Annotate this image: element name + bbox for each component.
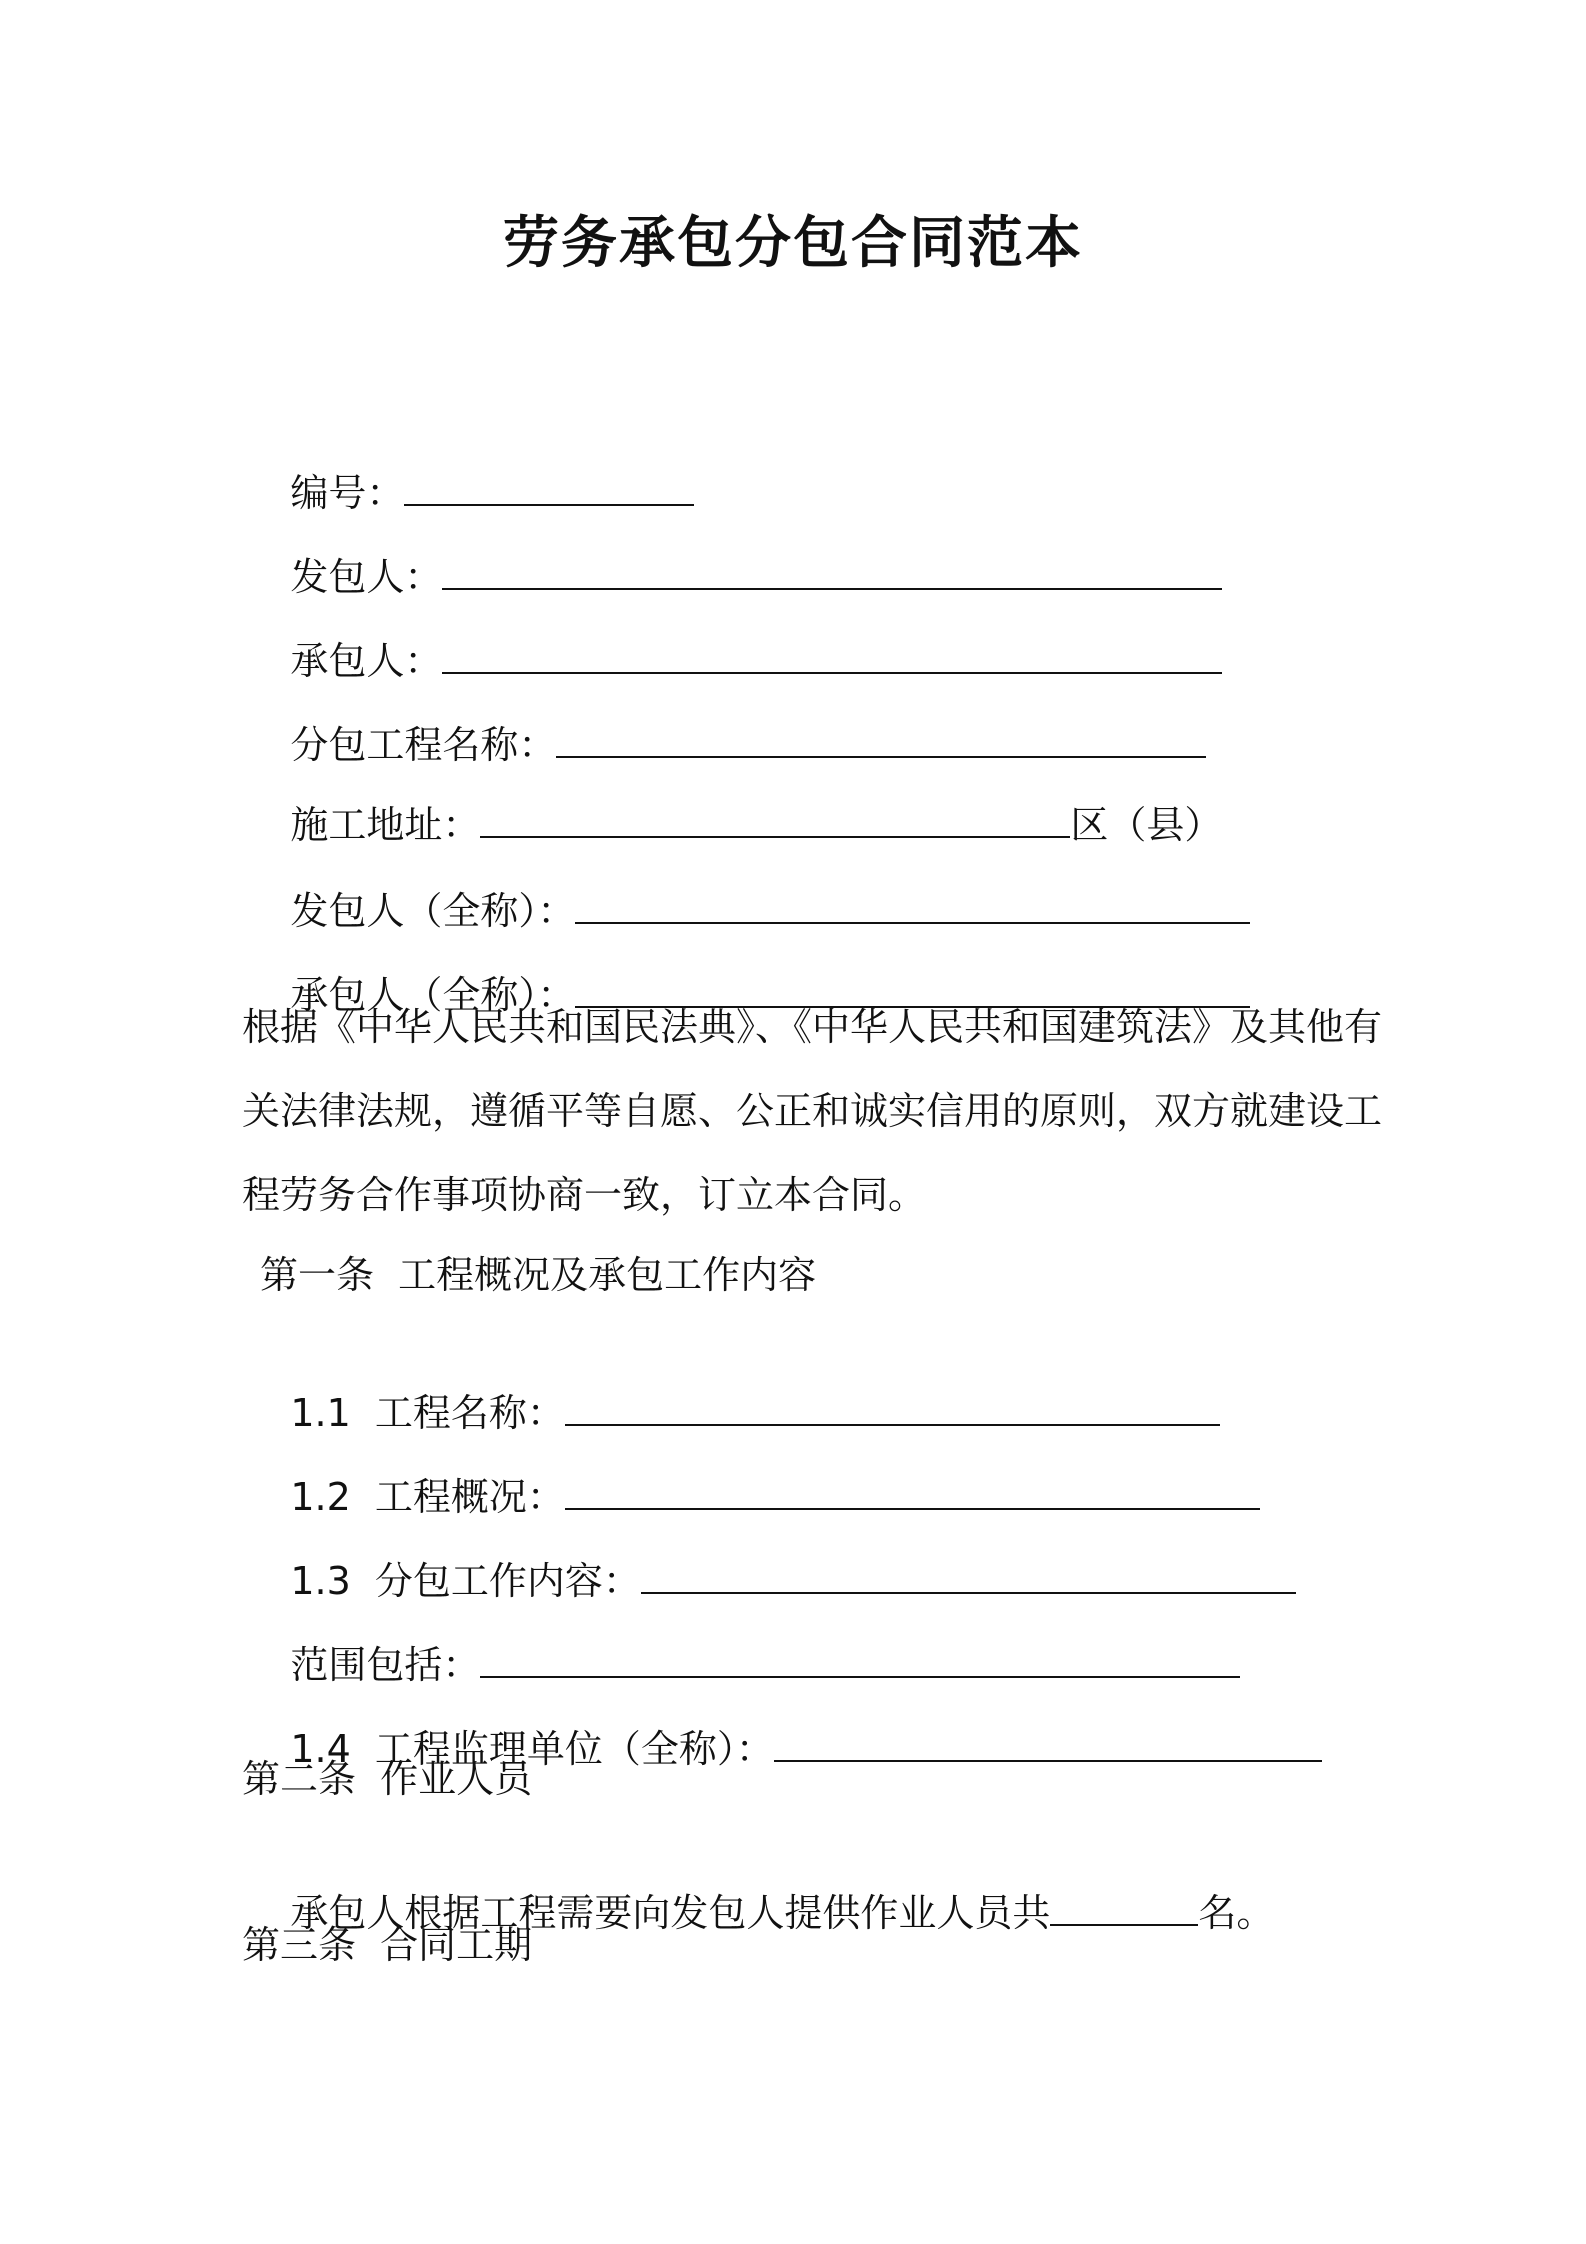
document-title: 劳务承包分包合同范本: [503, 211, 1083, 276]
item-1-1-label: 1.1 工程名称：: [290, 1391, 565, 1435]
item-1-4-label: 1.4 工程监理单位（全称）：: [290, 1727, 774, 1771]
preamble-line: 程劳务合作事项协商一致，订立本合同。: [242, 1173, 927, 1217]
scope-blank[interactable]: [480, 1644, 1240, 1678]
contractor-label: 承包人：: [290, 639, 443, 683]
preamble-line: 根据《中华人民共和国民法典》、《中华人民共和国建筑法》及其他有: [242, 1005, 1383, 1049]
site-address-label: 施工地址：: [290, 803, 481, 847]
article1-heading: 第一条 工程概况及承包工作内容: [260, 1253, 817, 1297]
item-1-2-blank[interactable]: [565, 1476, 1260, 1510]
item-1-1-blank[interactable]: [565, 1392, 1220, 1426]
contractor-blank[interactable]: [442, 640, 1222, 674]
item-1-2-label: 1.2 工程概况：: [290, 1475, 565, 1519]
number-blank[interactable]: [404, 472, 694, 506]
article2-text-before: 承包人根据工程需要向发包人提供作业人员共: [290, 1891, 1051, 1935]
number-label: 编号：: [290, 471, 405, 515]
employer-full-blank[interactable]: [575, 890, 1250, 924]
project-name-label: 分包工程名称：: [290, 723, 557, 767]
item-1-3-blank[interactable]: [641, 1560, 1296, 1594]
article2-text-after: 名。: [1198, 1891, 1275, 1935]
site-address-blank[interactable]: [480, 804, 1070, 838]
article2-heading: 第二条 作业人员: [242, 1757, 533, 1801]
employer-blank[interactable]: [442, 556, 1222, 590]
scope-label: 范围包括：: [290, 1643, 481, 1687]
article3-heading: 第三条 合同工期: [242, 1923, 533, 1967]
contractor-full-label: 承包人（全称）：: [290, 973, 576, 1017]
employer-label: 发包人：: [290, 555, 443, 599]
worker-count-blank[interactable]: [1050, 1892, 1198, 1926]
preamble-paragraph: [242, 985, 1383, 1237]
item-1-3-label: 1.3 分包工作内容：: [290, 1559, 641, 1603]
preamble-line: 关法律法规，遵循平等自愿、公正和诚实信用的原则，双方就建设工: [242, 1089, 1383, 1133]
item-1-4-blank[interactable]: [774, 1728, 1322, 1762]
employer-full-label: 发包人（全称）：: [290, 889, 576, 933]
site-address-suffix: 区（县）: [1070, 803, 1223, 847]
